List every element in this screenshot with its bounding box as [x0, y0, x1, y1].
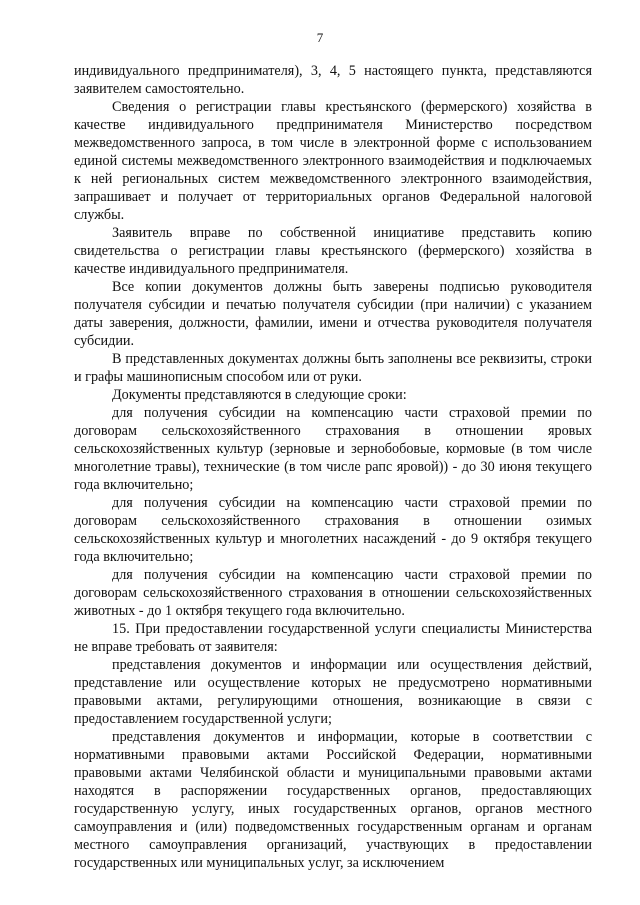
paragraph-prohibition-2: представления документов и информации, которые в соответствии с нормативными правовыми актами Российской Федерации, нормативными правовыми актами Челябинской области и муниципальными правовыми актами находятся в распоряжении государственных органов, предоставляющих государственную услугу, иных государственных органов, органов местного самоуправления и (или) подведомственных государственным органам и органам местного самоуправления организаций, участвующих в предоставлении государственных или муниципальных услуг, за исключением — [74, 729, 592, 871]
paragraph-copies-certification: Все копии документов должны быть заверены подписью руководителя получателя субсидии и печатью получателя субсидии (при наличии) с указанием даты заверения, должности, фамилии, имени и отчества руководителя получателя субсидии. — [74, 279, 592, 349]
paragraph-deadline-winter-crops: для получения субсидии на компенсацию части страховой премии по договорам сельскохозяйственного страхования в отношении озимых сельскохозяйственных культур и многолетних насаждений - до 9 октября текущего года включительно; — [74, 495, 592, 565]
paragraph-registration-info: Сведения о регистрации главы крестьянского (фермерского) хозяйства в качестве индивидуального предпринимателя Министерство посредством межведомственного запроса, в том числе в электронной форме с использованием единой системы межведомственного электронного взаимодействия и подключаемых к ней региональных систем межведомственного электронного взаимодействия, запрашивает и получает от территориальных органов Федеральной налоговой службы. — [74, 99, 592, 223]
paragraph-deadline-spring-crops: для получения субсидии на компенсацию части страховой премии по договорам сельскохозяйственного страхования в отношении яровых сельскохозяйственных культур (зерновые и зернобобовые, кормовые (в том числе многолетние травы), технические (в том числе рапс яровой)) - до 30 июня текущего года включительно; — [74, 405, 592, 493]
paragraph-requisites: В представленных документах должны быть заполнены все реквизиты, строки и графы машинописным способом или от руки. — [74, 351, 592, 385]
document-body — [74, 62, 592, 872]
paragraph-deadlines-intro: Документы представляются в следующие сроки: — [112, 387, 407, 403]
paragraph-applicant-right: Заявитель вправе по собственной инициативе представить копию свидетельства о регистрации главы крестьянского (фермерского) хозяйства в качестве индивидуального предпринимателя. — [74, 225, 592, 277]
paragraph-deadline-animals: для получения субсидии на компенсацию части страховой премии по договорам сельскохозяйственного страхования в отношении сельскохозяйственных животных - до 1 октября текущего года включительно. — [74, 567, 592, 619]
paragraph-clause-15: 15. При предоставлении государственной услуги специалисты Министерства не вправе требовать от заявителя: — [74, 621, 592, 655]
page-number: 7 — [316, 30, 324, 45]
paragraph-prohibition-1: представления документов и информации или осуществления действий, представление или осуществление которых не предусмотрено нормативными правовыми актами, регулирующими отношения, возникающие в связи с предоставлением государственной услуги; — [74, 657, 592, 727]
paragraph-continuation: индивидуального предпринимателя), 3, 4, 5 настоящего пункта, представляются заявителем самостоятельно. — [74, 63, 592, 97]
